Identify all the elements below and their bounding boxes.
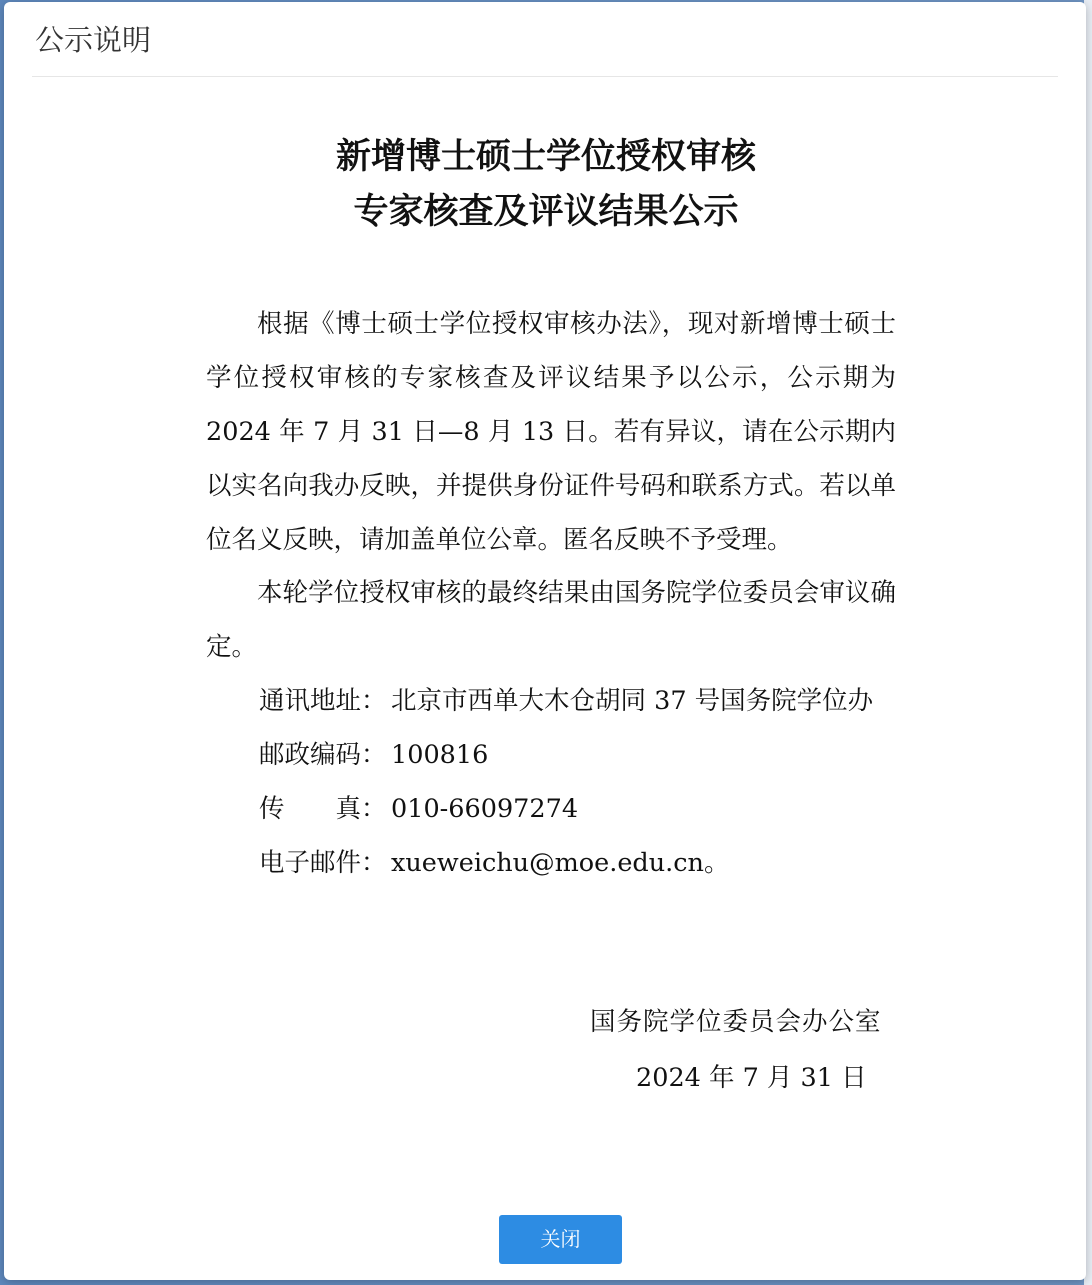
contact-label: 邮政编码： [259,740,387,770]
contact-label: 电子邮件： [259,848,387,878]
contact-fax [259,782,578,836]
paragraph-final-result: 本轮学位授权审核的最终结果由国务院学位委员会审议确定。 [206,578,896,662]
contact-value: xueweichu@moe.edu.cn。 [391,848,730,878]
contact-address [259,674,873,728]
paragraph-announcement: 根据《博士硕士学位授权审核办法》，现对新增博士硕士学位授权审核的专家核查及评议结果予以公示，公示期为2024 年 7 月 31 日—8 月 13 日。若有异议，请在公示期内以实名向我办反映，并提供身份证件号码和联系方式。若以单位名义反映，请加盖单位公章。匿名反映不予受理。 [206,309,896,555]
contact-value: 100816 [391,740,489,770]
contact-postcode [259,728,488,782]
contact-label: 通讯地址： [259,686,387,716]
contact-email [259,836,729,890]
contact-value: 北京市西单大木仓胡同 37 号国务院学位办 [391,686,874,716]
document-title-line1: 新增博士硕士学位授权审核 [335,136,756,177]
document-title-line2: 专家核查及评议结果公示 [353,191,739,232]
contact-label: 传 真： [259,794,387,824]
signature-organization: 国务院学位委员会办公室 [590,1007,882,1037]
signature-date: 2024 年 7 月 31 日 [636,1063,867,1093]
modal-title: 公示说明 [35,23,152,57]
contact-value: 010-66097274 [391,794,579,824]
modal-header [32,2,1058,77]
close-button[interactable]: 关闭 [499,1215,622,1264]
